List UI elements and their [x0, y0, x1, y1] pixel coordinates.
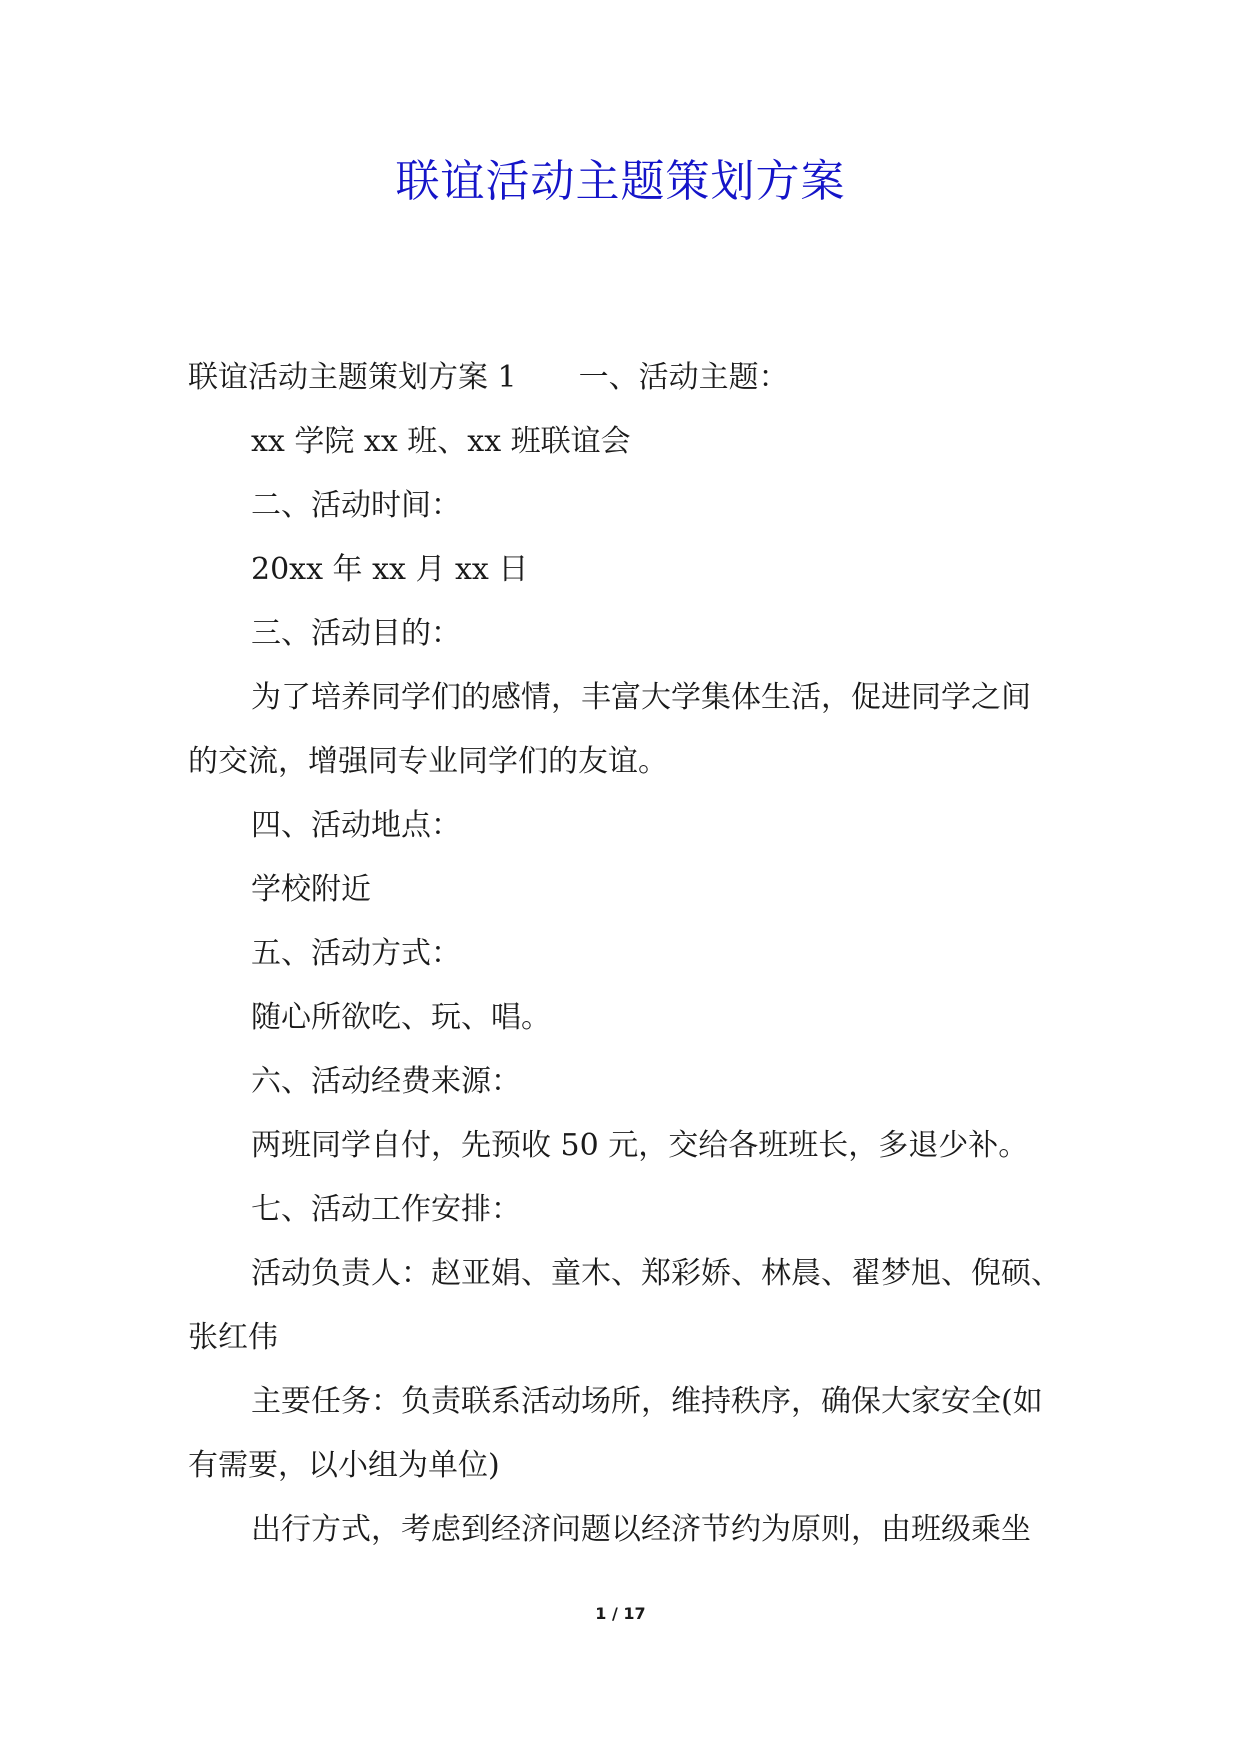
paragraph-line: 出行方式，考虑到经济问题以经济节约为原则，由班级乘坐 — [251, 1512, 1031, 1547]
section-subtitle: 联谊活动主题策划方案 1 — [188, 360, 517, 395]
paragraph-line: 随心所欲吃、玩、唱。 — [251, 1000, 551, 1035]
paragraph-line: 为了培养同学们的感情，丰富大学集体生活，促进同学之间 — [251, 680, 1031, 715]
paragraph-line: 活动负责人：赵亚娟、童木、郑彩娇、林晨、翟梦旭、倪硕、 — [251, 1256, 1061, 1291]
heading-time: 二、活动时间： — [251, 488, 461, 523]
paragraph-line: 两班同学自付，先预收 50 元，交给各班班长，多退少补。 — [251, 1128, 1029, 1163]
document-title: 联谊活动主题策划方案 — [395, 156, 846, 207]
heading-method: 五、活动方式： — [251, 936, 461, 971]
paragraph-line: xx 学院 xx 班、xx 班联谊会 — [251, 424, 631, 459]
paragraph-line: 主要任务：负责联系活动场所，维持秩序，确保大家安全(如 — [251, 1384, 1043, 1419]
page-number: 1 / 17 — [595, 1604, 646, 1623]
heading-arrangement: 七、活动工作安排： — [251, 1192, 521, 1227]
first-line — [188, 358, 789, 398]
paragraph-line: 的交流，增强同专业同学们的友谊。 — [188, 744, 668, 779]
paragraph-line: 有需要，以小组为单位) — [188, 1448, 500, 1483]
paragraph-line: 学校附近 — [251, 872, 371, 907]
heading-theme: 一、活动主题： — [578, 360, 789, 395]
heading-purpose: 三、活动目的： — [251, 616, 461, 651]
paragraph-line: 张红伟 — [188, 1320, 278, 1355]
heading-location: 四、活动地点： — [251, 808, 461, 843]
paragraph-line: 20xx 年 xx 月 xx 日 — [251, 552, 529, 587]
heading-funding: 六、活动经费来源： — [251, 1064, 521, 1099]
